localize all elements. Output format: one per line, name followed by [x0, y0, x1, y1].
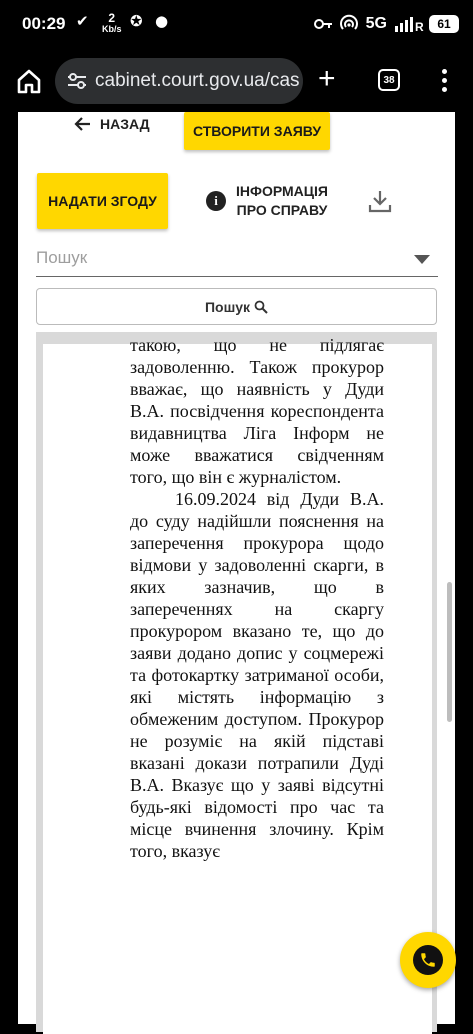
battery-indicator — [429, 15, 459, 33]
create-application-button[interactable]: СТВОРИТИ ЗАЯВУ — [184, 112, 330, 150]
back-label: НАЗАД — [100, 116, 150, 132]
net-speed — [102, 12, 122, 34]
url-text[interactable]: cabinet.court.gov.ua/cas — [95, 70, 300, 91]
status-time: 00:29 — [22, 14, 66, 33]
svg-text:R: R — [415, 20, 424, 34]
document-viewer[interactable] — [36, 332, 437, 1032]
give-consent-button[interactable]: НАДАТИ ЗГОДУ — [37, 173, 168, 229]
tab-count: 38 — [383, 74, 395, 86]
search-select-placeholder: Пошук — [36, 248, 88, 267]
verified-badge-icon: ✪ — [130, 12, 143, 30]
key-icon — [314, 18, 332, 30]
document-paragraph: такою, що не підлягає задоволенню. Також прокурор вважає, що наявність у Дуди В.А. посвідчення кореспондента видавництва Ліга Інформ не може вважатися свідченням того, що він є журналістом. — [130, 335, 384, 487]
arrow-left-icon — [74, 116, 92, 132]
call-button[interactable] — [400, 932, 456, 988]
case-info-line2: ПРО СПРАВУ — [236, 202, 328, 218]
net-speed-value: 2 — [108, 11, 116, 25]
search-button-label: Пошук — [204, 298, 251, 315]
download-icon[interactable] — [367, 188, 393, 214]
document-paragraph: 16.09.2024 від Дуди В.А. до суду надійшли пояснення на заперечення прокурора щодо відмови у задоволенні скарги, в яких зазначив, що в запереченнях на скаргу прокурором вказано те, що до заяви додано допис у соцмережі та фотокартку затриманої особи, які містять інформацію з обмеженим доступом. Прокурор не розуміє на якій підставі вказані докази потрапили Дуді В.А. Вказує що у заяві відсутні будь-які відомості про час та місце вчинення злочину. Крім того, вказує — [130, 489, 384, 861]
phone-icon — [413, 945, 443, 975]
document-page — [43, 335, 432, 1034]
download-done-icon: ✔ — [76, 12, 89, 30]
network-type: 5G — [365, 15, 387, 32]
info-icon: i — [206, 191, 226, 211]
chevron-down-icon[interactable] — [414, 255, 430, 264]
case-info-label — [236, 182, 328, 220]
status-right — [314, 13, 459, 35]
more-menu-icon[interactable] — [440, 66, 448, 96]
case-info-button[interactable] — [206, 182, 328, 220]
site-settings-icon[interactable] — [67, 72, 87, 90]
battery-level: 61 — [437, 17, 451, 31]
status-bar — [0, 0, 473, 50]
address-bar[interactable] — [55, 58, 303, 104]
new-tab-icon[interactable]: + — [318, 62, 336, 95]
page-scrollbar[interactable] — [447, 582, 452, 722]
net-speed-unit: Kb/s — [102, 24, 122, 34]
tab-switcher-button[interactable] — [378, 69, 400, 91]
hotspot-icon — [340, 16, 358, 32]
search-select[interactable] — [36, 242, 438, 277]
search-icon — [254, 300, 268, 314]
signal-icon — [395, 16, 424, 34]
back-button[interactable] — [74, 114, 150, 134]
document-text — [130, 334, 384, 862]
browser-toolbar — [0, 50, 473, 112]
search-button[interactable] — [36, 288, 437, 325]
page-content — [18, 112, 455, 1024]
fire-app-icon: ● — [155, 12, 169, 30]
home-icon[interactable] — [14, 66, 44, 96]
case-info-line1: ІНФОРМАЦІЯ — [236, 183, 328, 199]
